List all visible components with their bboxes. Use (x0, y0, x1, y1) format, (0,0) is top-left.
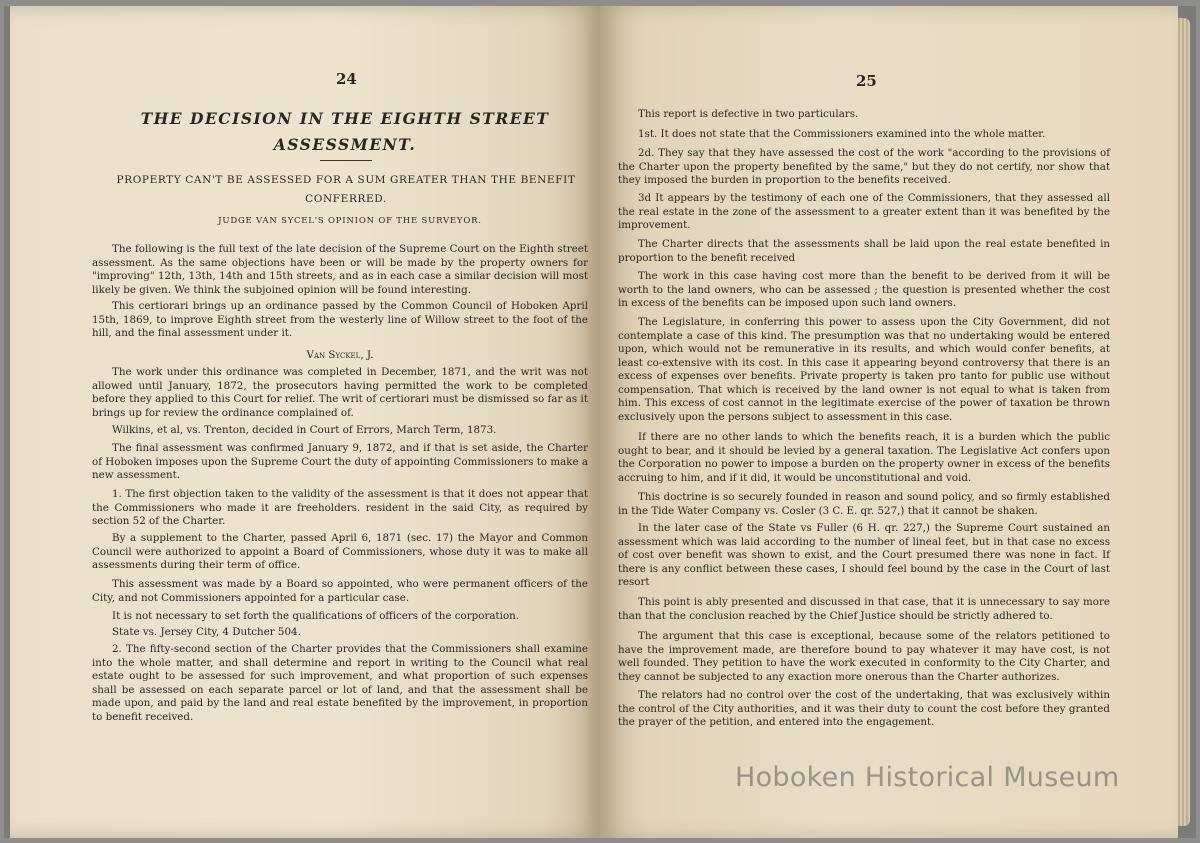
paragraph: This certiorari brings up an ordinance passed by the Common Council of Hoboken April 15th, 1869, to improve Eighth street from the westerly line of Willow street to the foot of the hill, and the final assessment under it. (92, 300, 588, 339)
paragraph: It is not necessary to set forth the qualifications of officers of the corporation. (112, 610, 520, 622)
paragraph: The Legislature, in conferring this power to assess upon the City Government, did not contemplate a case of this kind. The presumption was that no undertaking would be entered upon, which would not be remunerative in its results, and which would confer benefits, at least co-extensive with its cost. In this case it appearing beyond controversy that there is an excess of expenses over benefits. Private property is taken pro tanto for public use without compensation. That which is received by the land owner is not equal to what is taken from him. This excess of cost cannot in the legitimate exercise of the power of taxation be thrown exclusively upon the persons subject to assessment in this case. (618, 316, 1110, 423)
paragraph: The work under this ordinance was completed in December, 1871, and the writ was not allowed until January, 1872, the prosecutors having permitted the work to be completed before they applied to this Court for relief. The writ of certiorari must be dismissed so far as it brings up for review the ordinance complained of. (92, 366, 588, 419)
right-page (600, 6, 1178, 838)
paragraph: This report is defective in two particulars. (638, 108, 859, 120)
article-title: THE DECISION IN THE EIGHTH STREET ASSESSMENT. (140, 109, 550, 154)
article-subtitle: PROPERTY CAN'T BE ASSESSED FOR A SUM GREATER THAN THE BENEFIT CONFERRED. (116, 174, 576, 205)
paragraph: The work in this case having cost more than the benefit to be derived from it will be worth to the land owners, who can be assessed ; the question is presented whether the cost in excess of the benefits can be imposed upon such land owners. (618, 270, 1110, 309)
paragraph: The final assessment was confirmed January 9, 1872, and if that is set aside, the Charter of Hoboken imposes upon the Supreme Court the duty of appointing Commissioners to make a new assessment. (92, 442, 588, 481)
paragraph: 2d. They say that they have assessed the cost of the work "according to the provisions of the Charter upon the property benefited by the same," but they do not certify, nor show that they imposed the burden in proportion to the benefits received. (618, 147, 1110, 186)
paragraph: This assessment was made by a Board so appointed, who were permanent officers of the City, and not Commissioners appointed for a particular case. (92, 578, 588, 604)
page-number: 24 (336, 70, 357, 88)
citation: State vs. Jersey City, 4 Dutcher 504. (112, 626, 301, 638)
title-rule (320, 160, 372, 161)
paragraph: Wilkins, et al, vs. Trenton, decided in Court of Errors, March Term, 1873. (112, 424, 497, 436)
judge-heading: Van Syckel, J. (306, 349, 374, 361)
paragraph: This doctrine is so securely founded in reason and sound policy, and so firmly established in the Tide Water Company vs. Cosler (3 C. E. qr. 527,) that it cannot be shaken. (618, 491, 1110, 517)
paragraph: By a supplement to the Charter, passed April 6, 1871 (sec. 17) the Mayor and Common Council were authorized to appoint a Board of Commissioners, whose duty it was to make all assessments during their term of office. (92, 532, 588, 571)
paragraph: If there are no other lands to which the benefits reach, it is a burden which the public ought to bear, and it should be levied by a general taxation. The Legislative Act confers upon the Corporation no power to impose a burden on the property owner in excess of the benefits accruing to him, and if it did, it would be unconstitutional and void. (618, 431, 1110, 484)
paragraph: The argument that this case is exceptional, because some of the relators petitioned to have the improvement made, are therefore bound to pay whatever it may have cost, is not well founded. They petition to have the work executed in conformity to the City Charter, and they cannot be subjected to any exaction more onerous than the Charter authorizes. (618, 630, 1110, 683)
paragraph: 1. The first objection taken to the validity of the assessment is that it does not appear that the Commissioners who made it are freeholders. resident in the said City, as required by section 52 of the Charter. (92, 488, 588, 527)
paragraph: 1st. It does not state that the Commissioners examined into the whole matter. (638, 128, 1046, 140)
paragraph: 3d It appears by the testimony of each one of the Commissioners, that they assessed all the real estate in the zone of the assessment to a greater extent than it was benefited by the improvement. (618, 192, 1110, 231)
left-page (10, 6, 600, 838)
museum-watermark: Hoboken Historical Museum (735, 762, 1120, 793)
paragraph: This point is ably presented and discussed in that case, that it is unnecessary to say more than that the conclusion reached by the Chief Justice should be strictly adhered to. (618, 596, 1110, 622)
paragraph: The Charter directs that the assessments shall be laid upon the real estate benefited in proportion to the benefit received (618, 238, 1110, 264)
paragraph: In the later case of the State vs Fuller (6 H. qr. 227,) the Supreme Court sustained an assessment which was laid according to the number of lineal feet, but in that case no excess of cost over benefit was shown to exist, and the Court presumed there was none in fact. If there is any conflict between these cases, I should feel bound by the case in the Court of last resort (618, 522, 1110, 588)
book-spread (4, 6, 1196, 838)
page-number: 25 (856, 72, 877, 90)
paragraph: The relators had no control over the cost of the undertaking, that was exclusively within the control of the City authorities, and it was their duty to count the cost before they granted the prayer of the petition, and entered into the engagement. (618, 689, 1110, 728)
paragraph: The following is the full text of the late decision of the Supreme Court on the Eighth street assessment. As the same objections have been or will be made by the property owners for "improving" 12th, 13th, 14th and 15th streets, and as in each case a similar decision will most likely be given. We think the subjoined opinion will be found interesting. (92, 243, 588, 296)
paragraph: 2. The fifty-second section of the Charter provides that the Commissioners shall examine into the whole matter, and shall determine and report in writing to the Council what real estate ought to be assessed for such improvement, and what proportion of such expenses shall be assessed on each separate parcel or lot of land, and that the assessment shall be made upon, and paid by the land and real estate benefited by the improvement, in proportion to benefit received. (92, 643, 588, 723)
article-subheading: JUDGE VAN SYCEL'S OPINION OF THE SURVEYOR. (218, 216, 482, 226)
